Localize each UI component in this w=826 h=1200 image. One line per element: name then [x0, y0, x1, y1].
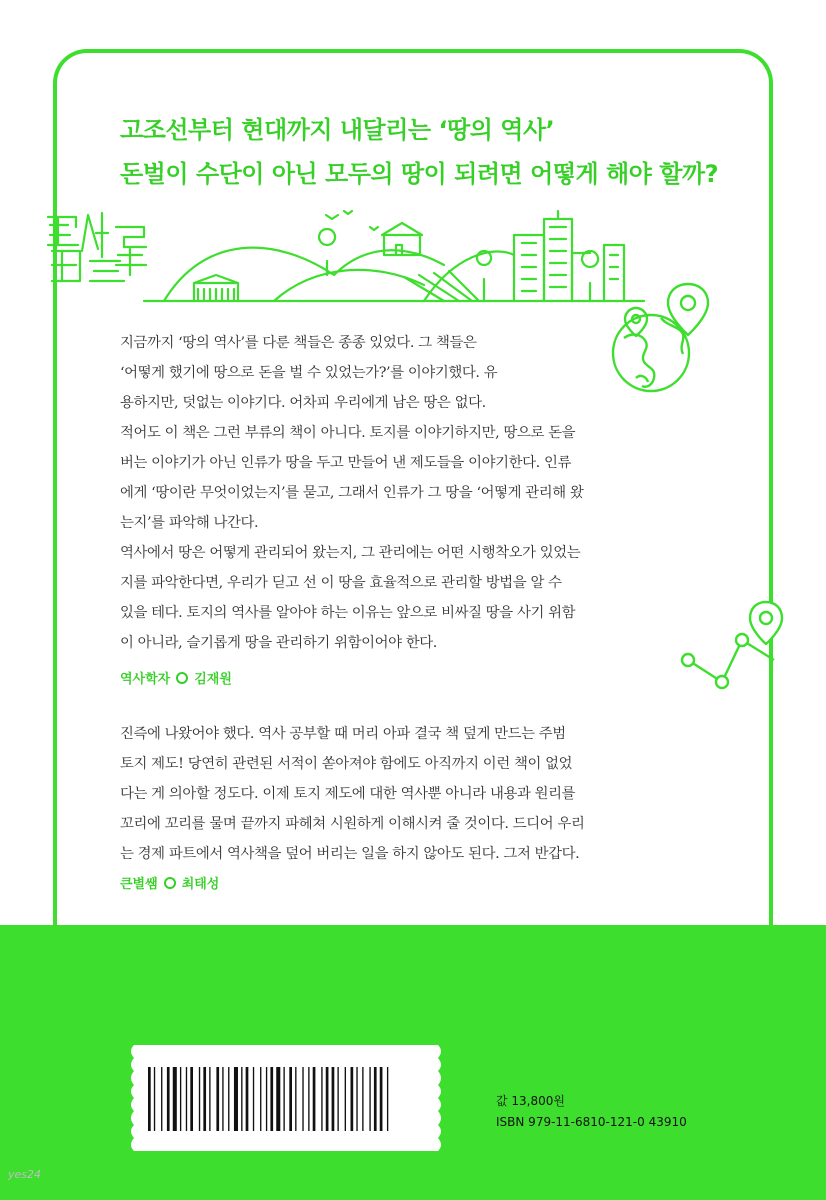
barcode-bar [337, 1067, 338, 1131]
review-2-text [120, 719, 710, 869]
barcode-bar [302, 1067, 303, 1131]
review-1-line: 역사에서 땅은 어떻게 관리되어 왔는지, 그 관리에는 어떤 시행착오가 있었는 [120, 545, 581, 561]
review-2-line: 토지 제도! 당연히 관련된 서적이 쏟아져야 함에도 아직까지 이런 책이 없었 [120, 756, 573, 772]
review-1-line: 적어도 이 책은 그런 부류의 책이 아니다. 토지를 이야기하지만, 땅으로 돈을 [120, 425, 576, 441]
barcode-bar [154, 1067, 155, 1131]
barcode-bar [199, 1067, 200, 1131]
review-1-line: 에게 ‘땅이란 무엇이었는지’를 묻고, 그래서 인류가 그 땅을 ‘어떻게 관리해 왔 [120, 485, 584, 501]
barcode-bar [186, 1067, 187, 1131]
barcode-bar [345, 1067, 346, 1131]
review-1-line: 버는 이야기가 아닌 인류가 땅을 두고 만들어 낸 제도들을 이야기한다. 인류 [120, 455, 571, 471]
review-1-line: 지금까지 ‘땅의 역사’를 다룬 책들은 종종 있었다. 그 책들은 [120, 335, 477, 351]
barcode-bar [216, 1067, 219, 1131]
barcode-bar [369, 1067, 370, 1131]
barcode-bar [190, 1067, 193, 1131]
barcode-bar [148, 1067, 151, 1131]
globe-pin-illustration [606, 278, 716, 398]
headline [120, 108, 740, 196]
barcode-bar [332, 1067, 335, 1131]
barcode-bar [387, 1067, 388, 1131]
barcode-bar [180, 1067, 181, 1131]
review-1-text [120, 328, 600, 658]
barcode-bar [228, 1067, 229, 1131]
barcode-bar [351, 1067, 354, 1131]
barcode-bar [203, 1067, 206, 1131]
review-2-line: 는 경제 파트에서 역사책을 덮어 버리는 일을 하지 않아도 된다. 그저 반갑다. [120, 846, 580, 862]
barcode [128, 1045, 444, 1151]
review-2-role: 큰별쌤 [120, 877, 158, 892]
barcode-bar [270, 1067, 273, 1131]
barcode-bar [209, 1067, 210, 1131]
barcode-bar [374, 1067, 377, 1131]
review-2-line: 진즉에 나왔어야 했다. 역사 공부할 때 머리 아파 결국 책 덮게 만드는 주범 [120, 726, 566, 742]
barcode-bar [173, 1067, 177, 1131]
isbn-label: ISBN 979-11-6810-121-0 43910 [496, 1115, 687, 1129]
barcode-bar [321, 1067, 322, 1131]
price-label: 값 13,800원 [496, 1094, 565, 1108]
review-1-line: 는지’를 파악해 나간다. [120, 515, 259, 531]
barcode-bar [289, 1067, 292, 1131]
review-1-author: 김재원 [194, 672, 232, 687]
barcode-bar [253, 1067, 254, 1131]
headline-line-2: 돈벌이 수단이 아닌 모두의 땅이 되려면 어떻게 해야 할까? [120, 160, 718, 188]
barcode-bar [283, 1067, 284, 1131]
price-info [496, 1091, 687, 1133]
review-1-line: 이 아니라, 슬기롭게 땅을 관리하기 위함이어야 한다. [120, 635, 437, 651]
barcode-bar [241, 1067, 242, 1131]
barcode-bar [313, 1067, 316, 1131]
review-2-author: 최태성 [181, 877, 220, 892]
barcode-bar [356, 1067, 357, 1131]
barcode-bar [380, 1067, 383, 1131]
barcode-bar [308, 1067, 309, 1131]
separator-ring-icon [164, 877, 176, 889]
review-1-line: 용하지만, 덧없는 이야기다. 어차피 우리에게 남은 땅은 없다. [120, 395, 486, 411]
barcode-bar [246, 1067, 249, 1131]
barcode-bar [326, 1067, 329, 1131]
review-2-line: 다는 게 의아할 정도다. 이제 토지 제도에 대한 역사뿐 아니라 내용과 원리를 [120, 786, 576, 802]
barcode-bar [266, 1067, 267, 1131]
review-1-line: ‘어떻게 했기에 땅으로 돈을 벌 수 있었는가?’를 이야기했다. 유 [120, 365, 498, 381]
review-1-signature [120, 668, 232, 687]
headline-line-1: 고조선부터 현대까지 내달리는 ‘땅의 역사’ [120, 116, 555, 144]
review-1-role: 역사학자 [120, 672, 171, 687]
barcode-bar [167, 1067, 170, 1131]
separator-ring-icon [176, 672, 188, 684]
watermark: yes24 [8, 1168, 42, 1181]
barcode-bar [161, 1067, 162, 1131]
barcode-bar [222, 1067, 223, 1131]
logo-lettering-mark [48, 213, 146, 281]
barcode-bar [234, 1067, 238, 1131]
barcode-bar [276, 1067, 280, 1131]
barcode-bar [295, 1067, 296, 1131]
review-1-line: 있을 테다. 토지의 역사를 알아야 하는 이유는 앞으로 비싸질 땅을 사기 위함 [120, 605, 576, 621]
skyline-illustration [44, 205, 664, 310]
review-2-line: 꼬리에 꼬리를 물며 끝까지 파헤쳐 시원하게 이해시켜 줄 것이다. 드디어 우리 [120, 816, 585, 832]
barcode-bar [260, 1067, 261, 1131]
barcode-bar [362, 1067, 363, 1131]
review-2-signature [120, 873, 219, 892]
review-1-line: 지를 파악한다면, 우리가 딛고 선 이 땅을 효율적으로 관리할 방법을 알 수 [120, 575, 562, 591]
